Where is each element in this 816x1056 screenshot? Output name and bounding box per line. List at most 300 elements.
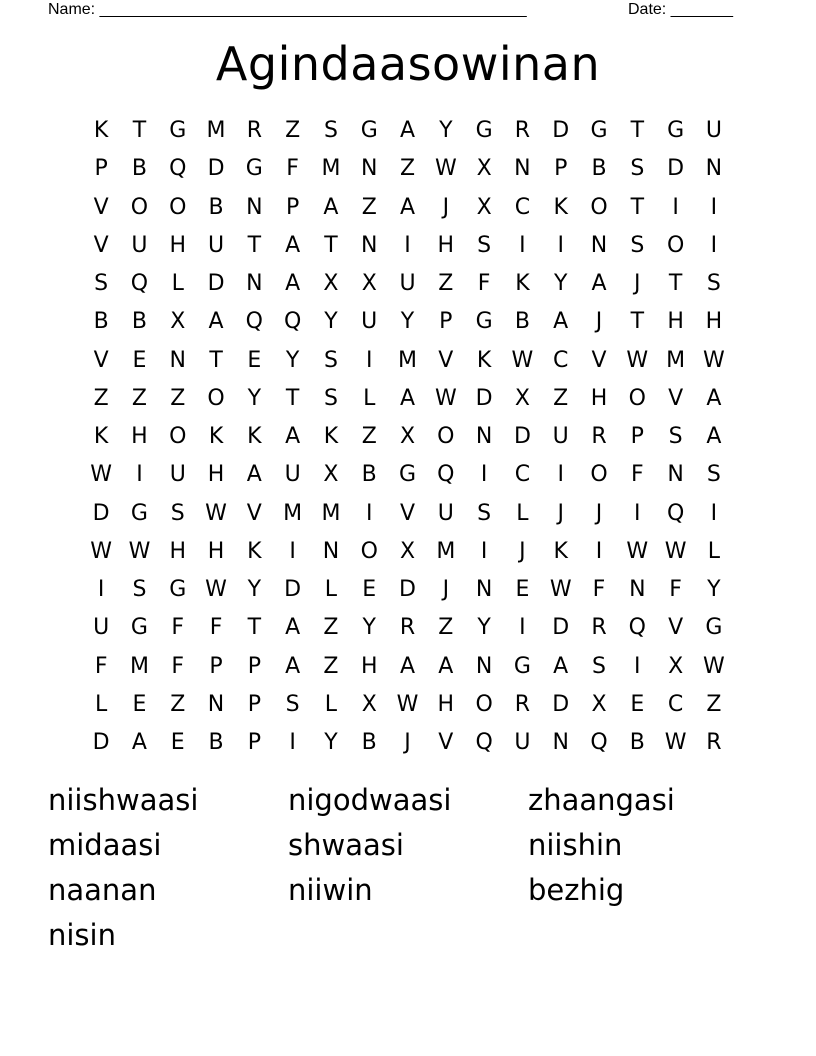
grid-letter: H	[169, 538, 187, 564]
grid-letter: W	[205, 577, 227, 603]
grid-letter: C	[514, 194, 531, 220]
grid-letter: W	[626, 347, 649, 373]
grid-letter: W	[434, 385, 457, 411]
grid-letter: E	[132, 347, 147, 373]
grid-letter: G	[130, 615, 148, 641]
grid-letter: Y	[400, 309, 415, 335]
grid-letter: H	[169, 232, 187, 258]
grid-row	[82, 303, 734, 341]
grid-letter: N	[475, 577, 493, 603]
date-field-label: Date: _______	[628, 1, 733, 18]
grid-letter: Q	[245, 309, 263, 335]
word-list-item: niishwaasi	[48, 783, 199, 817]
grid-letter: B	[514, 309, 530, 335]
grid-letter: Z	[170, 385, 186, 411]
grid-letter: E	[170, 730, 185, 756]
grid-letter: Y	[362, 615, 376, 641]
grid-letter: N	[169, 347, 186, 373]
grid-letter: C	[553, 347, 569, 373]
grid-letter: K	[553, 194, 568, 220]
grid-letter: H	[437, 691, 455, 717]
grid-row	[82, 112, 734, 150]
grid-letter: I	[289, 730, 296, 756]
header-line	[48, 0, 748, 20]
grid-row	[82, 609, 734, 647]
grid-letter: A	[208, 309, 224, 335]
grid-letter: N	[322, 538, 340, 564]
grid-letter: N	[705, 156, 723, 182]
grid-letter: R	[706, 730, 722, 756]
grid-letter: O	[590, 194, 608, 220]
grid-letter: W	[128, 538, 151, 564]
grid-letter: F	[171, 615, 185, 641]
grid-letter: H	[207, 462, 225, 488]
grid-letter: P	[630, 424, 644, 450]
grid-letter: A	[591, 271, 607, 297]
name-field-label: Name: ________________________________________________	[48, 1, 527, 18]
grid-letter: P	[247, 730, 261, 756]
grid-letter: S	[323, 385, 338, 411]
grid-row	[82, 342, 734, 380]
word-list-item: nisin	[48, 918, 116, 952]
grid-letter: Z	[323, 653, 339, 679]
grid-letter: W	[703, 347, 725, 373]
grid-letter: T	[630, 118, 645, 144]
grid-letter: Q	[590, 730, 608, 756]
grid-letter: I	[557, 232, 564, 258]
grid-letter: E	[630, 691, 645, 717]
grid-letter: I	[595, 538, 603, 564]
grid-letter: L	[363, 385, 376, 411]
grid-letter: P	[439, 309, 453, 335]
grid-letter: A	[285, 271, 301, 297]
grid-letter: K	[247, 424, 262, 450]
grid-letter: M	[283, 500, 303, 526]
grid-letter: J	[557, 500, 564, 526]
grid-letter: N	[475, 424, 493, 450]
grid-letter: W	[511, 347, 534, 373]
grid-letter: A	[246, 462, 262, 488]
grid-letter: A	[285, 232, 301, 258]
grid-letter: Z	[553, 385, 569, 411]
grid-letter: J	[595, 500, 603, 526]
grid-letter: M	[206, 118, 226, 144]
grid-letter: Q	[169, 156, 187, 182]
grid-letter: I	[365, 500, 373, 526]
grid-letter: W	[90, 462, 113, 488]
grid-letter: M	[321, 500, 341, 526]
grid-letter: Z	[93, 385, 109, 411]
grid-letter: N	[629, 577, 646, 603]
grid-letter: A	[285, 615, 301, 641]
grid-letter: X	[170, 309, 186, 335]
word-list	[48, 778, 768, 958]
grid-letter: G	[360, 118, 378, 144]
grid-letter: I	[710, 194, 718, 220]
grid-letter: L	[95, 691, 108, 717]
grid-letter: U	[705, 118, 722, 144]
grid-letter: W	[626, 538, 649, 564]
grid-letter: N	[475, 653, 493, 679]
grid-letter: U	[284, 462, 301, 488]
grid-letter: X	[476, 156, 492, 182]
grid-letter: B	[131, 156, 147, 182]
grid-letter: U	[207, 232, 225, 258]
grid-letter: B	[361, 730, 377, 756]
grid-letter: D	[207, 156, 225, 182]
grid-letter: T	[630, 194, 645, 220]
grid-letter: I	[519, 615, 526, 641]
grid-letter: N	[552, 730, 569, 756]
grid-letter: N	[207, 691, 225, 717]
grid-letter: K	[476, 347, 492, 373]
grid-letter: L	[707, 538, 721, 564]
grid-letter: B	[361, 462, 377, 488]
grid-letter: A	[553, 309, 569, 335]
grid-letter: B	[591, 156, 607, 182]
grid-letter: Q	[666, 500, 685, 526]
grid-letter: Q	[130, 271, 149, 297]
grid-letter: F	[171, 653, 185, 679]
grid-letter: Z	[361, 194, 377, 220]
grid-letter: W	[549, 577, 572, 603]
grid-letter: T	[247, 232, 262, 258]
grid-row	[82, 380, 734, 418]
word-list-item: shwaasi	[288, 828, 404, 862]
grid-letter: O	[360, 538, 378, 564]
grid-letter: J	[595, 309, 603, 335]
grid-letter: M	[129, 653, 149, 679]
grid-letter: X	[361, 271, 377, 297]
grid-letter: X	[399, 424, 416, 450]
grid-row	[82, 227, 734, 265]
grid-letter: H	[437, 232, 455, 258]
grid-letter: P	[247, 691, 261, 717]
grid-letter: I	[710, 500, 718, 526]
grid-letter: S	[477, 500, 492, 526]
grid-letter: K	[93, 118, 109, 144]
grid-letter: V	[246, 500, 262, 526]
grid-letter: R	[514, 118, 531, 144]
word-list-item: niishin	[528, 828, 623, 862]
grid-letter: P	[209, 653, 223, 679]
grid-letter: Y	[707, 577, 721, 603]
grid-letter: J	[404, 730, 411, 756]
grid-letter: T	[668, 271, 683, 297]
grid-letter: R	[246, 118, 262, 144]
grid-letter: T	[247, 615, 262, 641]
grid-letter: U	[131, 232, 148, 258]
grid-letter: T	[132, 118, 147, 144]
grid-letter: Q	[283, 309, 302, 335]
grid-letter: L	[516, 500, 529, 526]
grid-letter: T	[630, 309, 645, 335]
word-list-item: naanan	[48, 873, 157, 907]
grid-letter: U	[93, 615, 110, 641]
grid-letter: K	[93, 424, 109, 450]
grid-letter: Q	[437, 462, 455, 488]
grid-letter: J	[519, 538, 526, 564]
grid-letter: I	[404, 232, 411, 258]
grid-letter: A	[399, 653, 416, 679]
grid-letter: V	[93, 194, 109, 220]
grid-letter: V	[399, 500, 416, 526]
grid-letter: I	[634, 653, 641, 679]
grid-row	[82, 686, 734, 724]
grid-letter: A	[399, 385, 416, 411]
grid-letter: Z	[706, 691, 722, 717]
grid-letter: W	[703, 653, 725, 679]
grid-letter: Z	[438, 615, 454, 641]
grid-letter: O	[207, 385, 225, 411]
grid-letter: P	[247, 653, 261, 679]
grid-letter: T	[285, 385, 300, 411]
grid-letter: R	[591, 615, 607, 641]
grid-row	[82, 724, 734, 762]
grid-letter: X	[591, 691, 607, 717]
grid-letter: I	[710, 232, 718, 258]
grid-letter: V	[93, 232, 109, 258]
grid-letter: V	[591, 347, 607, 373]
grid-letter: T	[209, 347, 223, 373]
grid-letter: F	[630, 462, 644, 488]
grid-letter: E	[132, 691, 147, 717]
grid-letter: H	[590, 385, 608, 411]
grid-letter: E	[515, 577, 530, 603]
grid-letter: R	[591, 424, 607, 450]
grid-letter: D	[513, 424, 531, 450]
grid-letter: W	[664, 730, 687, 756]
grid-letter: K	[515, 271, 530, 297]
grid-letter: X	[399, 538, 416, 564]
grid-letter: A	[706, 424, 722, 450]
grid-letter: X	[361, 691, 377, 717]
grid-letter: V	[668, 615, 684, 641]
grid-letter: W	[664, 538, 687, 564]
grid-letter: D	[92, 500, 110, 526]
grid-letter: O	[130, 194, 149, 220]
grid-letter: O	[437, 424, 455, 450]
grid-letter: Y	[247, 577, 262, 603]
letter-grid	[82, 112, 734, 762]
grid-letter: Y	[477, 615, 491, 641]
grid-letter: S	[630, 156, 645, 182]
grid-letter: A	[706, 385, 722, 411]
grid-letter: K	[208, 424, 224, 450]
grid-letter: U	[169, 462, 186, 488]
grid-row	[82, 150, 734, 188]
grid-letter: J	[634, 271, 641, 297]
grid-letter: J	[442, 194, 450, 220]
grid-letter: B	[629, 730, 645, 756]
grid-letter: E	[362, 577, 377, 603]
grid-letter: A	[399, 194, 416, 220]
grid-letter: A	[438, 653, 454, 679]
grid-row	[82, 418, 734, 456]
grid-letter: C	[514, 462, 531, 488]
grid-letter: I	[136, 462, 143, 488]
grid-letter: D	[667, 156, 685, 182]
grid-letter: G	[705, 615, 723, 641]
grid-letter: H	[207, 538, 225, 564]
grid-letter: Z	[438, 271, 454, 297]
grid-letter: V	[438, 730, 454, 756]
grid-letter: H	[705, 309, 723, 335]
grid-letter: W	[396, 691, 419, 717]
grid-letter: M	[436, 538, 456, 564]
grid-letter: M	[666, 347, 686, 373]
grid-letter: W	[434, 156, 457, 182]
grid-row	[82, 495, 734, 533]
grid-letter: V	[438, 347, 454, 373]
grid-letter: D	[207, 271, 225, 297]
grid-letter: F	[477, 271, 491, 297]
grid-letter: I	[365, 347, 373, 373]
grid-letter: G	[590, 118, 608, 144]
grid-row	[82, 456, 734, 494]
grid-letter: Y	[285, 347, 300, 373]
grid-letter: O	[169, 424, 187, 450]
grid-letter: N	[590, 232, 608, 258]
grid-letter: G	[245, 156, 263, 182]
grid-letter: S	[668, 424, 683, 450]
grid-letter: Z	[399, 156, 416, 182]
grid-letter: I	[97, 577, 105, 603]
grid-letter: W	[205, 500, 227, 526]
grid-letter: A	[323, 194, 339, 220]
grid-letter: B	[93, 309, 109, 335]
grid-letter: G	[130, 500, 148, 526]
grid-letter: G	[513, 653, 531, 679]
grid-letter: P	[554, 156, 568, 182]
grid-letter: N	[360, 232, 378, 258]
grid-row	[82, 189, 734, 227]
grid-letter: G	[398, 462, 417, 488]
grid-letter: J	[442, 577, 450, 603]
grid-letter: E	[247, 347, 262, 373]
grid-letter: I	[557, 462, 564, 488]
grid-letter: Z	[170, 691, 186, 717]
grid-letter: O	[169, 194, 187, 220]
grid-letter: G	[475, 118, 493, 144]
grid-letter: A	[553, 653, 569, 679]
grid-letter: F	[94, 653, 108, 679]
grid-letter: U	[552, 424, 569, 450]
grid-letter: S	[132, 577, 147, 603]
grid-letter: I	[480, 462, 488, 488]
grid-letter: N	[246, 271, 263, 297]
grid-letter: O	[475, 691, 493, 717]
grid-letter: V	[93, 347, 109, 373]
grid-letter: D	[475, 385, 493, 411]
grid-letter: S	[706, 462, 721, 488]
grid-letter: M	[321, 156, 341, 182]
grid-letter: K	[323, 424, 339, 450]
grid-letter: A	[399, 118, 416, 144]
grid-letter: N	[360, 156, 378, 182]
word-list-item: zhaangasi	[528, 783, 675, 817]
grid-letter: F	[209, 615, 223, 641]
grid-row	[82, 265, 734, 303]
grid-letter: N	[667, 462, 684, 488]
grid-letter: P	[285, 194, 300, 220]
grid-letter: B	[208, 730, 224, 756]
grid-letter: O	[666, 232, 685, 258]
grid-letter: S	[170, 500, 185, 526]
grid-letter: Y	[439, 118, 453, 144]
grid-letter: S	[323, 347, 338, 373]
grid-letter: L	[324, 691, 338, 717]
grid-letter: D	[399, 577, 416, 603]
grid-letter: G	[667, 118, 685, 144]
word-list-item: bezhig	[528, 873, 625, 907]
grid-letter: D	[284, 577, 302, 603]
grid-letter: I	[672, 194, 679, 220]
grid-letter: S	[592, 653, 606, 679]
grid-letter: U	[399, 271, 416, 297]
grid-letter: M	[398, 347, 418, 373]
word-list-item: niiwin	[288, 873, 373, 907]
grid-letter: S	[285, 691, 300, 717]
grid-letter: H	[667, 309, 684, 335]
grid-letter: X	[323, 271, 339, 297]
grid-letter: Q	[475, 730, 493, 756]
word-list-item: nigodwaasi	[288, 783, 452, 817]
grid-letter: O	[628, 385, 646, 411]
grid-letter: I	[519, 232, 526, 258]
grid-letter: S	[630, 232, 645, 258]
grid-letter: F	[592, 577, 606, 603]
grid-letter: I	[634, 500, 641, 526]
grid-letter: Y	[324, 309, 338, 335]
grid-letter: X	[514, 385, 530, 411]
grid-letter: B	[131, 309, 147, 335]
grid-letter: P	[94, 156, 108, 182]
grid-letter: X	[476, 194, 492, 220]
grid-letter: C	[667, 691, 684, 717]
grid-letter: N	[246, 194, 263, 220]
grid-letter: G	[169, 118, 187, 144]
grid-letter: H	[360, 653, 378, 679]
grid-letter: I	[480, 538, 488, 564]
grid-letter: D	[552, 615, 570, 641]
grid-letter: X	[323, 462, 339, 488]
grid-letter: O	[590, 462, 608, 488]
grid-letter: L	[171, 271, 184, 297]
grid-letter: Z	[323, 615, 339, 641]
grid-letter: Y	[553, 271, 568, 297]
grid-letter: Z	[131, 385, 147, 411]
grid-letter: S	[706, 271, 721, 297]
grid-letter: A	[131, 730, 147, 756]
grid-letter: R	[399, 615, 416, 641]
grid-letter: T	[324, 232, 338, 258]
grid-letter: N	[514, 156, 531, 182]
puzzle-title: Agindaasowinan	[215, 37, 601, 91]
grid-letter: Q	[628, 615, 646, 641]
grid-row	[82, 533, 734, 571]
grid-letter: S	[477, 232, 492, 258]
grid-letter: F	[669, 577, 682, 603]
grid-letter: H	[131, 424, 148, 450]
grid-letter: Y	[247, 385, 262, 411]
grid-letter: D	[552, 691, 570, 717]
grid-letter: U	[514, 730, 531, 756]
grid-row	[82, 571, 734, 609]
grid-letter: D	[552, 118, 570, 144]
word-list-item: midaasi	[48, 828, 162, 862]
grid-letter: K	[247, 538, 262, 564]
